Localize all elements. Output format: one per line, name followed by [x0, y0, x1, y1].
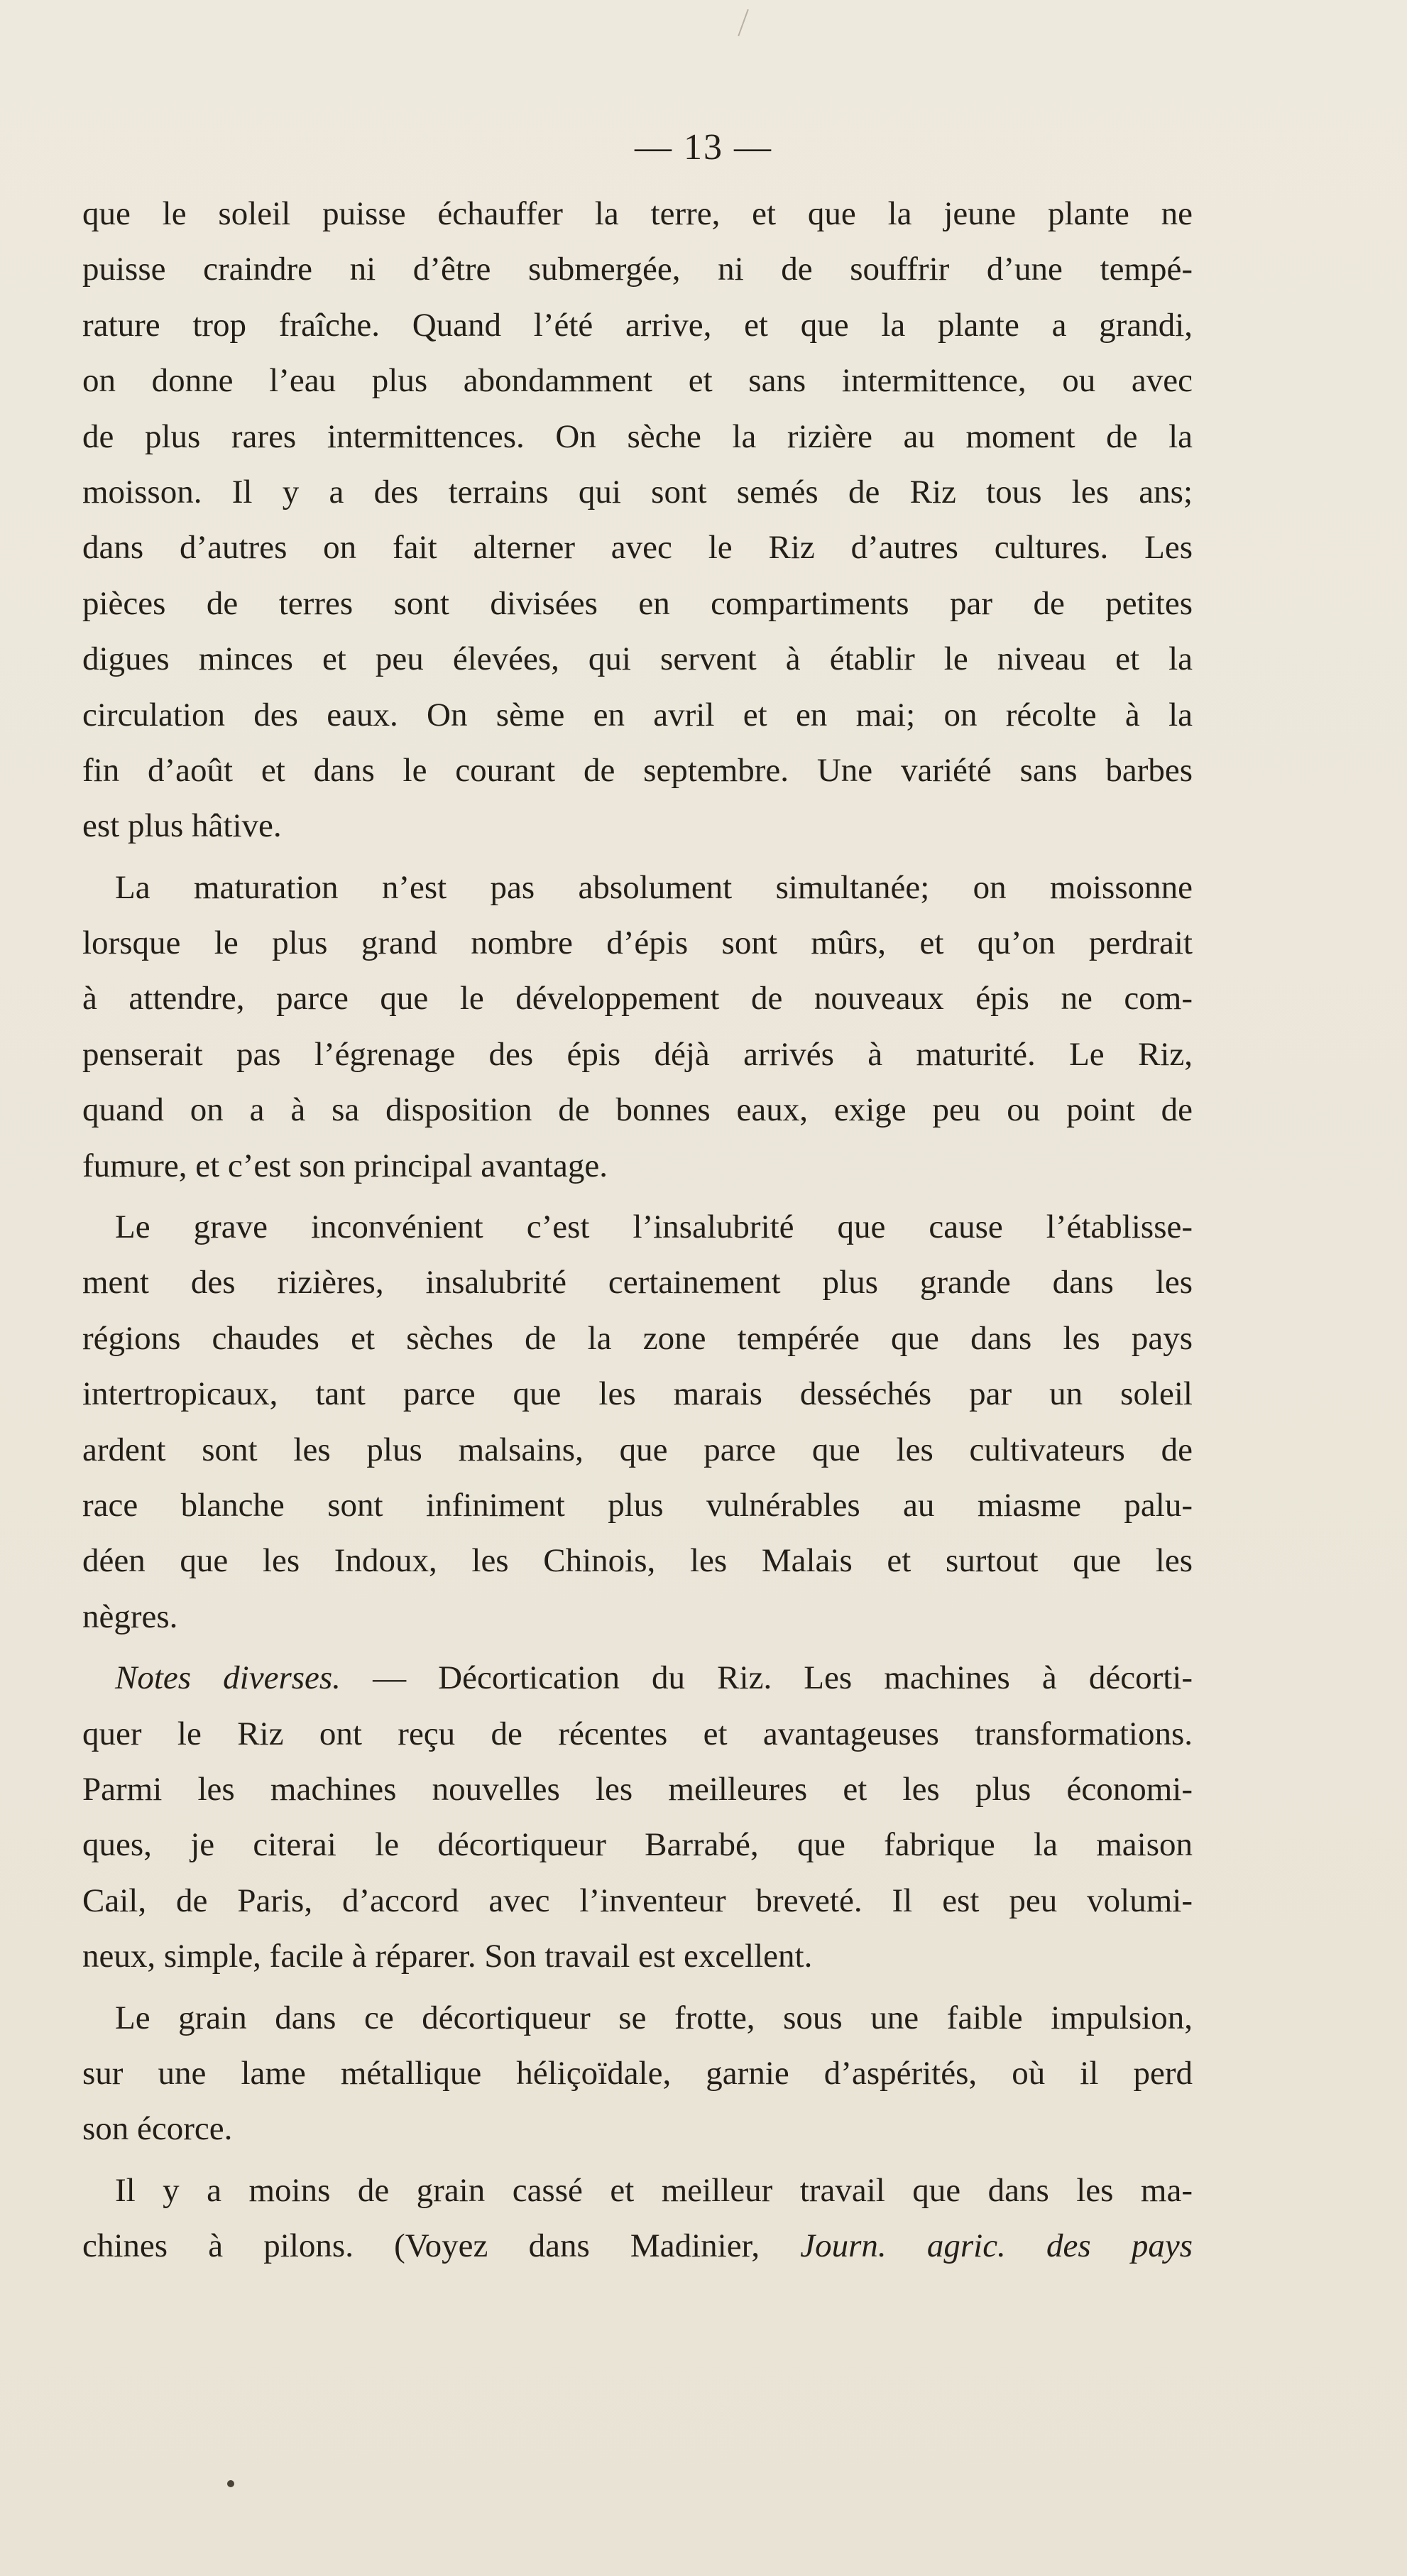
line-text: fin d’août et dans le courant de septembre. Une variété sans barbes — [82, 751, 1193, 789]
line-text: on donne l’eau plus abondamment et sans intermittence, ou avec — [82, 362, 1193, 400]
line-text: Le grain dans ce décortiqueur se frotte, sous une faible impulsion, — [115, 1999, 1193, 2036]
text-line — [82, 798, 1193, 853]
page-number: — 13 — — [635, 127, 772, 168]
line-text: Le grave inconvénient c’est l’insalubrité que cause l’établisse- — [115, 1208, 1193, 1246]
line-text: que le soleil puisse échauffer la terre, et que la jeune plante ne — [82, 195, 1193, 232]
text-line — [82, 186, 1193, 241]
line-text: Il y a moins de grain cassé et meilleur travail que dans les ma- — [115, 2171, 1193, 2209]
line-text: intertropicaux, tant parce que les marais desséchés par un soleil — [82, 1375, 1193, 1413]
italic-citation: Journ. agric. des pays — [800, 2227, 1193, 2265]
text-line — [82, 1478, 1193, 1533]
line-text: quand on a à sa disposition de bonnes eaux, exige peu ou point de — [82, 1091, 1193, 1129]
line-text: neux, simple, facile à réparer. Son travail est excellent. — [82, 1938, 813, 1975]
text-line — [82, 1990, 1193, 2046]
text-line — [82, 1422, 1193, 1478]
line-text: fumure, et c’est son principal avantage. — [82, 1147, 608, 1184]
text-line — [82, 2046, 1193, 2101]
text-line — [82, 2218, 1193, 2274]
pencil-mark — [738, 9, 749, 36]
text-line — [82, 576, 1193, 631]
text-line — [82, 1138, 1193, 1194]
line-text: lorsque le plus grand nombre d’épis sont mûrs, et qu’on perdrait — [82, 924, 1193, 962]
text-line — [82, 1027, 1193, 1082]
line-text: régions chaudes et sèches de la zone tempérée que dans les pays — [82, 1319, 1193, 1357]
line-text: ques, je citerai le décortiqueur Barrabé, que fabrique la maison — [82, 1826, 1193, 1864]
text-line — [82, 2101, 1193, 2156]
line-text: Cail, de Paris, d’accord avec l’inventeur breveté. Il est peu volumi- — [82, 1882, 1193, 1919]
text-line — [82, 915, 1193, 971]
line-text: de plus rares intermittences. On sèche la rizière au moment de la — [82, 417, 1193, 455]
text-line — [82, 631, 1193, 687]
text-line — [82, 743, 1193, 798]
text-line — [82, 971, 1193, 1026]
text-line — [82, 1817, 1193, 1872]
line-text: dans d’autres on fait alterner avec le Riz d’autres cultures. Les — [82, 529, 1193, 567]
line-text: La maturation n’est pas absolument simultanée; on moissonne — [115, 868, 1193, 906]
text-line — [82, 2163, 1193, 2218]
text-line — [82, 298, 1193, 353]
text-line — [82, 1311, 1193, 1366]
line-text: pièces de terres sont divisées en compartiments par de petites — [82, 584, 1193, 622]
text-line — [82, 464, 1193, 520]
line-text: quer le Riz ont reçu de récentes et avantageuses transformations. — [82, 1715, 1193, 1752]
line-text: à attendre, parce que le développement de nouveaux épis ne com- — [82, 980, 1193, 1017]
line-text: sur une lame métallique héliçoïdale, garnie d’aspérités, où il perd — [82, 2054, 1193, 2092]
body-text — [82, 186, 1193, 2274]
text-line — [82, 1706, 1193, 1762]
line-text: puisse craindre ni d’être submergée, ni de souffrir d’une tempé- — [82, 251, 1193, 288]
text-line — [82, 353, 1193, 408]
line-text: penserait pas l’égrenage des épis déjà arrivés à maturité. Le Riz, — [82, 1035, 1193, 1073]
text-line — [82, 409, 1193, 464]
text-line — [82, 1589, 1193, 1644]
ink-speck — [227, 2480, 234, 2487]
text-line — [82, 1873, 1193, 1928]
text-line — [82, 1082, 1193, 1137]
text-line — [82, 1199, 1193, 1255]
line-text: ment des rizières, insalubrité certainement plus grande dans les — [82, 1264, 1193, 1301]
line-text: ardent sont les plus malsains, que parce que les cultivateurs de — [82, 1431, 1193, 1468]
text-line — [82, 1650, 1193, 1705]
line-text: Parmi les machines nouvelles les meilleures et les plus économi- — [82, 1770, 1193, 1808]
line-text: circulation des eaux. On sème en avril et en mai; on récolte à la — [82, 696, 1193, 733]
line-text: son écorce. — [82, 2110, 233, 2148]
line-text: moisson. Il y a des terrains qui sont semés de Riz tous les ans; — [82, 473, 1193, 511]
text-line — [82, 1533, 1193, 1588]
line-text: digues minces et peu élevées, qui servent à établir le niveau et la — [82, 640, 1193, 678]
text-line — [82, 1928, 1193, 1984]
italic-heading: Notes diverses. — [115, 1659, 373, 1697]
text-line — [82, 687, 1193, 743]
line-text: nègres. — [82, 1598, 178, 1635]
text-line — [82, 1762, 1193, 1817]
line-text: déen que les Indoux, les Chinois, les Malais et surtout que les — [82, 1542, 1193, 1580]
line-text: chines à pilons. (Voyez dans Madinier, — [82, 2227, 801, 2265]
text-line — [82, 1366, 1193, 1421]
line-text: — Décortication du Riz. Les machines à décorti- — [373, 1659, 1193, 1697]
text-line — [82, 860, 1193, 915]
text-line — [82, 1255, 1193, 1310]
text-line — [82, 520, 1193, 575]
line-text: est plus hâtive. — [82, 807, 282, 845]
text-line — [82, 241, 1193, 297]
line-text: race blanche sont infiniment plus vulnérables au miasme palu- — [82, 1486, 1193, 1524]
line-text: rature trop fraîche. Quand l’été arrive, et que la plante a grandi, — [82, 306, 1193, 344]
